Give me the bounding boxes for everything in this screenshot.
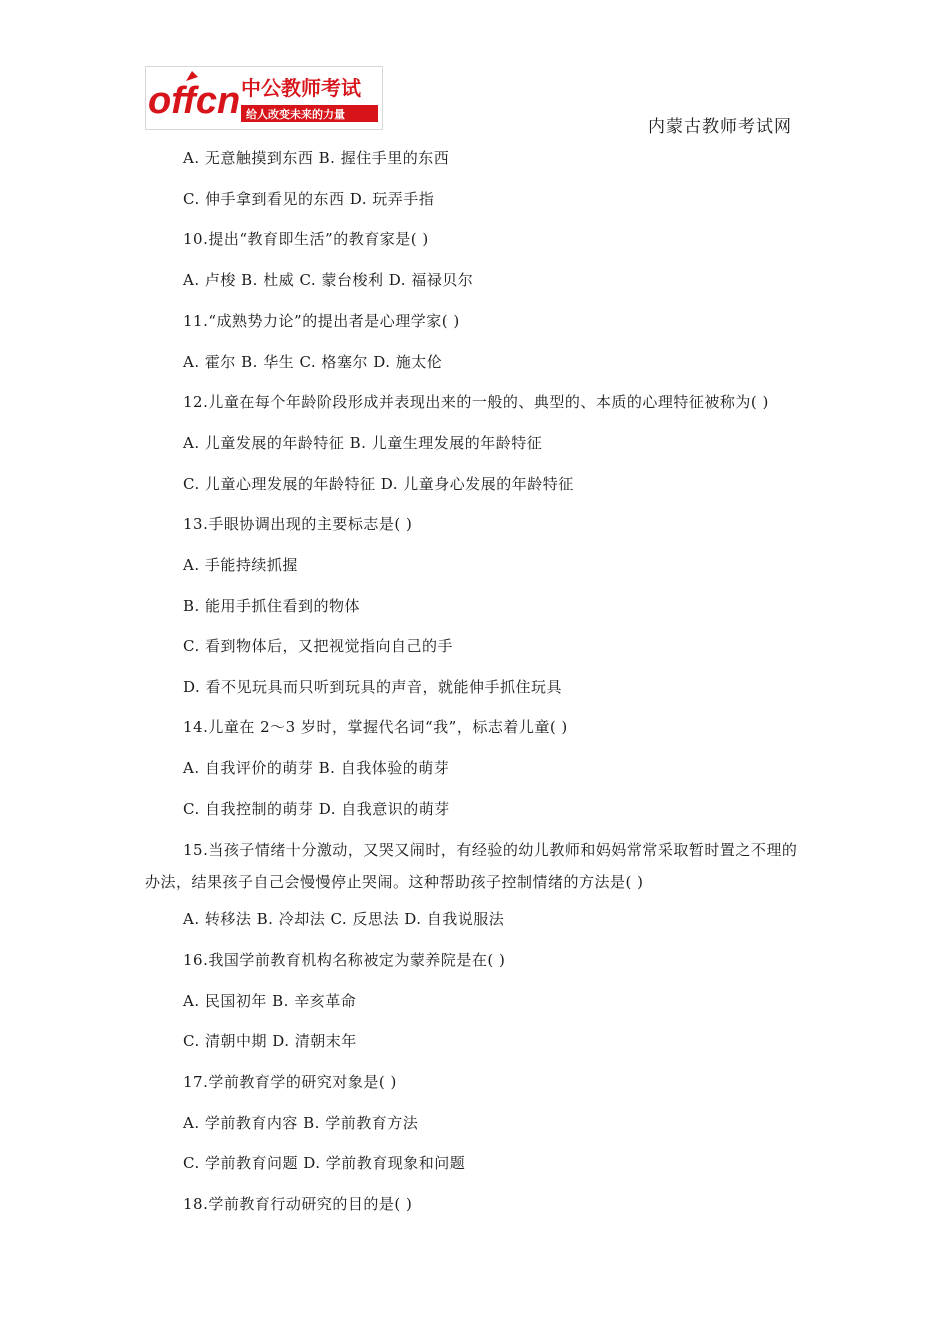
- question-line: 14.儿童在 2～3 岁时，掌握代名词“我”，标志着儿童( ): [183, 718, 568, 736]
- logo-graphic: [146, 67, 382, 129]
- offcn-logo: [145, 66, 383, 130]
- question-paragraph: 15.当孩子情绪十分激动，又哭又闹时，有经验的幼儿教师和妈妈常常采取暂时置之不理的办法，结果孩子自己会慢慢停止哭闹。这种帮助孩子控制情绪的方法是( ): [145, 841, 798, 891]
- question-line: 13.手眼协调出现的主要标志是( ): [183, 515, 413, 533]
- question-line: A. 无意触摸到东西 B. 握住手里的东西: [183, 149, 450, 167]
- logo-slogan: 给人改变未来的力量: [246, 108, 345, 121]
- question-line: 11.“成熟势力论”的提出者是心理学家( ): [183, 312, 460, 330]
- question-line: C. 儿童心理发展的年龄特征 D. 儿童身心发展的年龄特征: [183, 475, 574, 493]
- question-line: A. 霍尔 B. 华生 C. 格塞尔 D. 施太伦: [183, 353, 443, 371]
- question-line: 10.提出“教育即生活”的教育家是( ): [183, 230, 429, 248]
- question-line: C. 看到物体后，又把视觉指向自己的手: [183, 637, 453, 655]
- question-line: C. 学前教育问题 D. 学前教育现象和问题: [183, 1154, 466, 1172]
- question-line: 18.学前教育行动研究的目的是( ): [183, 1195, 413, 1213]
- question-line: A. 卢梭 B. 杜威 C. 蒙台梭利 D. 福禄贝尔: [183, 271, 474, 289]
- site-name: 内蒙古教师考试网: [648, 117, 792, 137]
- question-line: D. 看不见玩具而只听到玩具的声音，就能伸手抓住玩具: [183, 678, 563, 696]
- question-line: A. 学前教育内容 B. 学前教育方法: [183, 1114, 419, 1132]
- question-line: A. 儿童发展的年龄特征 B. 儿童生理发展的年龄特征: [183, 434, 543, 452]
- question-line: 17.学前教育学的研究对象是( ): [183, 1073, 397, 1091]
- question-line: 16.我国学前教育机构名称被定为蒙养院是在( ): [183, 951, 506, 969]
- logo-latin: offcn: [148, 80, 241, 122]
- question-line: C. 清朝中期 D. 清朝末年: [183, 1032, 357, 1050]
- question-line: C. 伸手拿到看见的东西 D. 玩弄手指: [183, 190, 435, 208]
- question-line: B. 能用手抓住看到的物体: [183, 597, 361, 615]
- question-line: C. 自我控制的萌芽 D. 自我意识的萌芽: [183, 800, 450, 818]
- question-line: 12.儿童在每个年龄阶段形成并表现出来的一般的、典型的、本质的心理特征被称为( ): [183, 393, 769, 411]
- question-line: A. 手能持续抓握: [183, 556, 298, 574]
- logo-brand: 中公教师考试: [241, 76, 361, 100]
- question-line: A. 自我评价的萌芽 B. 自我体验的萌芽: [183, 759, 450, 777]
- question-line: A. 民国初年 B. 辛亥革命: [183, 992, 357, 1010]
- question-line: A. 转移法 B. 冷却法 C. 反思法 D. 自我说服法: [183, 910, 505, 928]
